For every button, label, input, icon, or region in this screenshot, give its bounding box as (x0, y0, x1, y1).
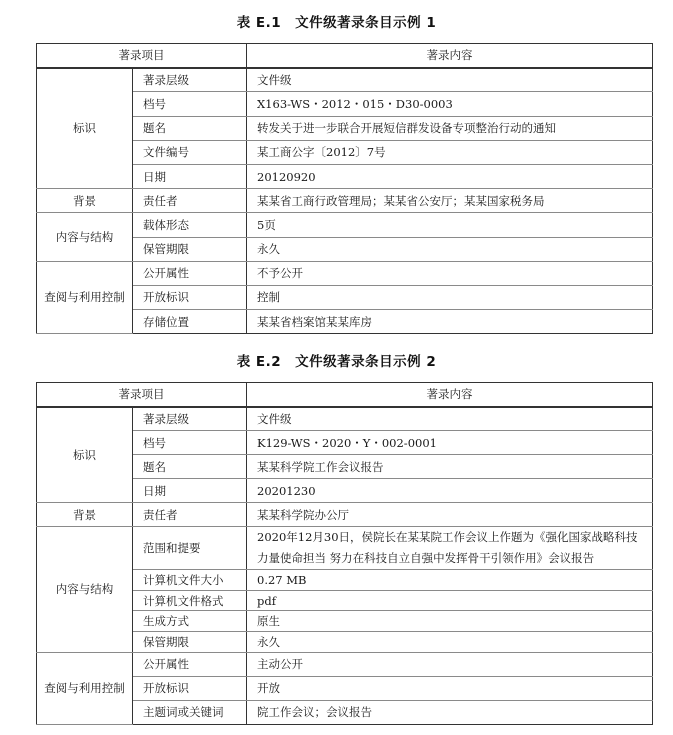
field-label: 公开属性 (133, 652, 247, 676)
table-row (37, 213, 653, 237)
field-value: 2020年12月30日，侯院长在某某院工作会议上作题为《强化国家战略科技力量使命担当 努力在科技自立自强中发挥骨干引领作用》会议报告 (247, 527, 653, 570)
field-value: 永久 (247, 632, 653, 653)
field-label: 开放标识 (133, 676, 247, 700)
field-value: 0.27 MB (247, 570, 653, 591)
table-header-row (37, 383, 653, 407)
field-value: 文件级 (247, 68, 653, 92)
group-label: 背景 (37, 503, 133, 527)
field-label: 责任者 (133, 503, 247, 527)
table-row (37, 189, 653, 213)
field-value: 5页 (247, 213, 653, 237)
field-label: 范围和提要 (133, 527, 247, 570)
header-item: 著录项目 (37, 383, 247, 407)
table1-caption-number: 表 E.1 (236, 15, 282, 31)
field-value: 某工商公字〔2012〕7号 (247, 140, 653, 164)
field-label: 文件编号 (133, 140, 247, 164)
field-label: 责任者 (133, 189, 247, 213)
field-value: 控制 (247, 285, 653, 309)
field-value: 转发关于进一步联合开展短信群发设备专项整治行动的通知 (247, 116, 653, 140)
field-value: 不予公开 (247, 261, 653, 285)
header-content: 著录内容 (247, 383, 653, 407)
table-row (37, 68, 653, 92)
table2-caption (0, 350, 673, 370)
field-value: 永久 (247, 237, 653, 261)
field-value: 20120920 (247, 164, 653, 188)
field-label: 计算机文件大小 (133, 570, 247, 591)
table1-caption (0, 11, 673, 31)
field-label: 档号 (133, 92, 247, 116)
header-content: 著录内容 (247, 44, 653, 68)
field-value: 20201230 (247, 479, 653, 503)
table-row (37, 652, 653, 676)
field-value: 原生 (247, 611, 653, 632)
table2 (36, 382, 653, 725)
table1 (36, 43, 653, 334)
field-label: 生成方式 (133, 611, 247, 632)
group-label: 标识 (37, 407, 133, 503)
field-label: 主题词或关键词 (133, 700, 247, 724)
field-label: 公开属性 (133, 261, 247, 285)
group-label: 背景 (37, 189, 133, 213)
field-value: K129-WS・2020・Y・002-0001 (247, 431, 653, 455)
table-row (37, 261, 653, 285)
table2-caption-number: 表 E.2 (236, 354, 282, 370)
table-row (37, 527, 653, 570)
field-label: 日期 (133, 479, 247, 503)
field-label: 开放标识 (133, 285, 247, 309)
field-label: 档号 (133, 431, 247, 455)
field-label: 日期 (133, 164, 247, 188)
field-label: 载体形态 (133, 213, 247, 237)
table-row (37, 503, 653, 527)
field-value: 院工作会议；会议报告 (247, 700, 653, 724)
table1-caption-title: 文件级著录条目示例 1 (295, 15, 437, 31)
field-value: 某某省工商行政管理局；某某省公安厅；某某国家税务局 (247, 189, 653, 213)
table-row (37, 407, 653, 431)
field-value: 某某科学院工作会议报告 (247, 455, 653, 479)
field-value: 某某科学院办公厅 (247, 503, 653, 527)
field-label: 著录层级 (133, 407, 247, 431)
field-value: 开放 (247, 676, 653, 700)
table2-caption-title: 文件级著录条目示例 2 (295, 354, 437, 370)
field-label: 题名 (133, 116, 247, 140)
group-label: 查阅与利用控制 (37, 261, 133, 334)
field-label: 存储位置 (133, 310, 247, 334)
field-label: 保管期限 (133, 237, 247, 261)
field-value: X163-WS・2012・015・D30-0003 (247, 92, 653, 116)
field-value: 某某省档案馆某某库房 (247, 310, 653, 334)
field-value: pdf (247, 590, 653, 611)
table-header-row (37, 44, 653, 68)
group-label: 查阅与利用控制 (37, 652, 133, 724)
field-label: 保管期限 (133, 632, 247, 653)
group-label: 内容与结构 (37, 527, 133, 653)
group-label: 内容与结构 (37, 213, 133, 261)
field-value: 文件级 (247, 407, 653, 431)
field-label: 著录层级 (133, 68, 247, 92)
field-value: 主动公开 (247, 652, 653, 676)
field-label: 题名 (133, 455, 247, 479)
group-label: 标识 (37, 68, 133, 189)
field-label: 计算机文件格式 (133, 590, 247, 611)
header-item: 著录项目 (37, 44, 247, 68)
